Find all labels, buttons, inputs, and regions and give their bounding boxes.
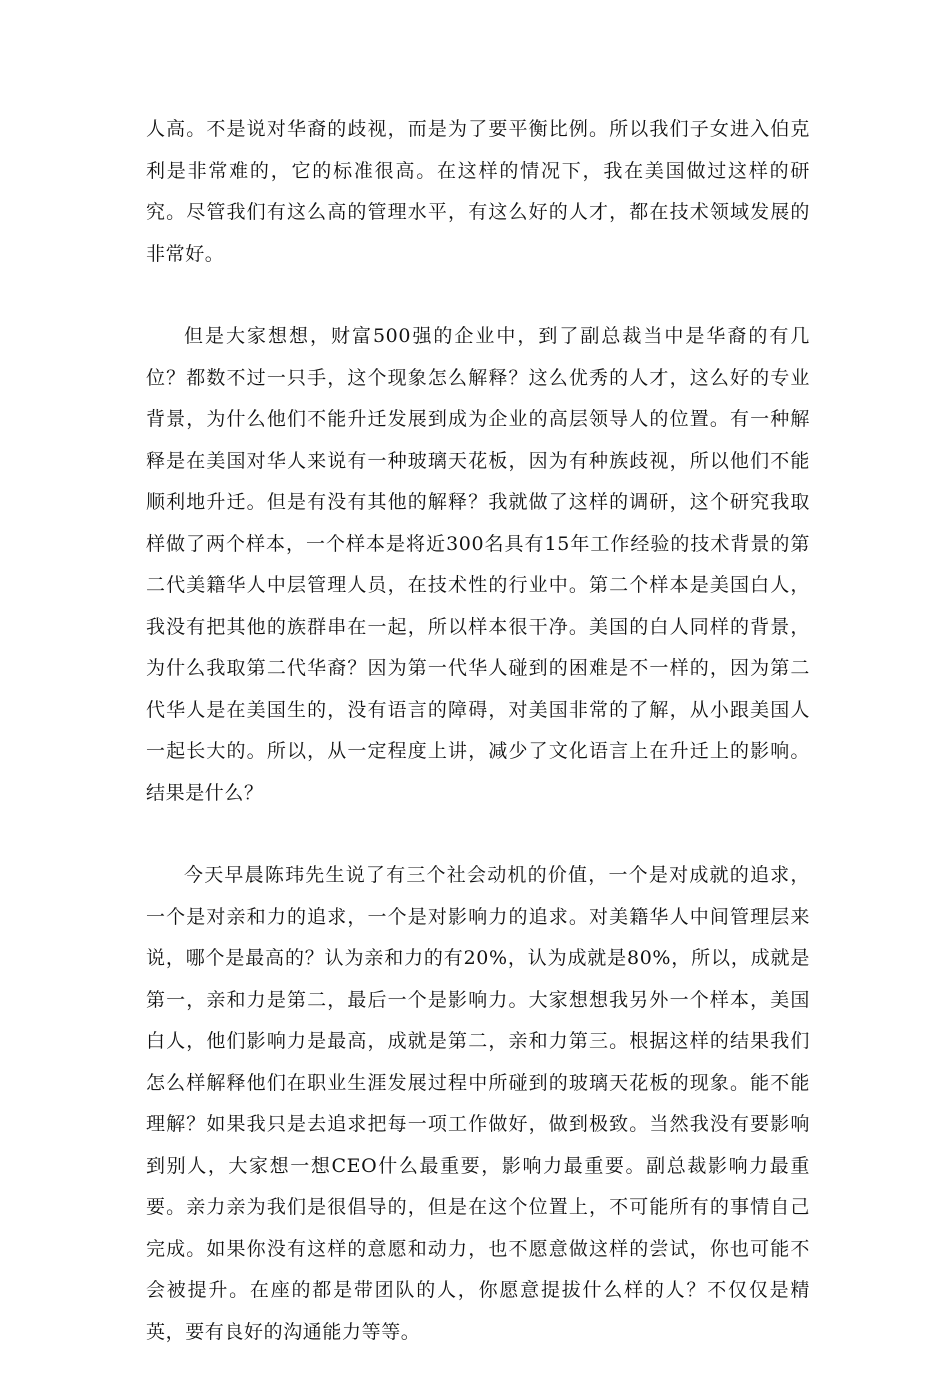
paragraph-glass-ceiling-study: 但是大家想想，财富500强的企业中，到了副总裁当中是华裔的有几位？都数不过一只手，这个现象怎么解释？这么优秀的人才，这么好的专业背景，为什么他们不能升迁发展到成为企业的高层领导人的位置。有一种解释是在美国对华人来说有一种玻璃天花板，因为有种族歧视，所以他们不能顺利地升迁。但是有没有其他的解释？我就做了这样的调研，这个研究我取样做了两个样本，一个样本是将近300名具有15年工作经验的技术背景的第二代美籍华人中层管理人员，在技术性的行业中。第二个样本是美国白人，我没有把其他的族群串在一起，所以样本很干净。美国的白人同样的背景，为什么我取第二代华裔？因为第一代华人碰到的困难是不一样的，因为第二代华人是在美国生的，没有语言的障碍，对美国非常的了解，从小跟美国人一起长大的。所以，从一定程度上讲，减少了文化语言上在升迁上的影响。结果是什么？ [146,325,810,804]
document-body [146,109,810,1394]
paragraph-continuation: 人高。不是说对华裔的歧视，而是为了要平衡比例。所以我们子女进入伯克利是非常难的，它的标准很高。在这样的情况下，我在美国做过这样的研究。尽管我们有这么高的管理水平，有这么好的人才，都在技术领域发展的非常好。 [146,118,810,265]
paragraph-social-motivation: 今天早晨陈玮先生说了有三个社会动机的价值，一个是对成就的追求，一个是对亲和力的追求，一个是对影响力的追求。对美籍华人中间管理层来说，哪个是最高的？认为亲和力的有20%，认为成就是80%，所以，成就是第一，亲和力是第二，最后一个是影响力。大家想想我另外一个样本，美国白人，他们影响力是最高，成就是第二，亲和力第三。根据这样的结果我们怎么样解释他们在职业生涯发展过程中所碰到的玻璃天花板的现象。能不能理解？如果我只是去追求把每一项工作做好，做到极致。当然我没有要影响到别人，大家想一想CEO什么最重要，影响力最重要。副总裁影响力最重要。亲力亲为我们是很倡导的，但是在这个位置上，不可能所有的事情自己完成。如果你没有这样的意愿和动力，也不愿意做这样的尝试，你也可能不会被提升。在座的都是带团队的人，你愿意提拔什么样的人？不仅仅是精英，要有良好的沟通能力等等。 [146,864,810,1343]
